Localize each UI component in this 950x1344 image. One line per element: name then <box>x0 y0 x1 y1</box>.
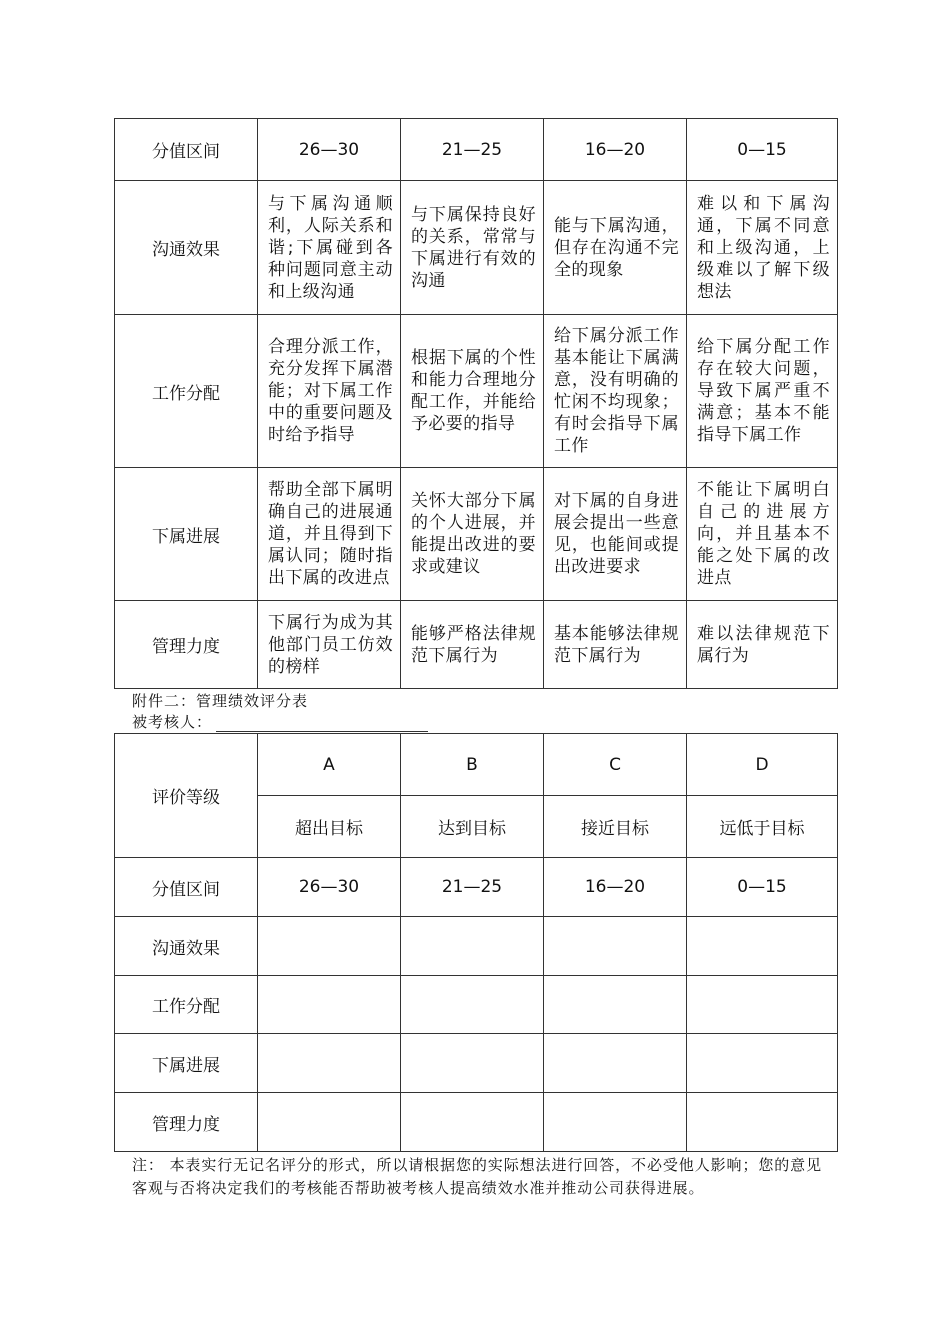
row-label: 工作分配 <box>115 315 258 468</box>
score-cell[interactable] <box>258 976 401 1034</box>
range-label: 分值区间 <box>115 858 258 917</box>
criteria-row-communication <box>115 181 838 315</box>
criteria-cell: 基本能够法律规范下属行为 <box>544 601 687 689</box>
score-row-management <box>115 1093 838 1152</box>
assessee-label: 被考核人： <box>132 713 213 731</box>
criteria-cell: 不能让下属明白自己的进展方向，并且基本不能之处下属的改进点 <box>687 468 838 601</box>
score-cell[interactable] <box>687 1034 838 1093</box>
criteria-cell: 能够严格法律规范下属行为 <box>401 601 544 689</box>
row-label: 沟通效果 <box>115 917 258 976</box>
score-row-development <box>115 1034 838 1093</box>
grade-description: 超出目标 <box>258 796 401 858</box>
score-row-communication <box>115 917 838 976</box>
criteria-row-development <box>115 468 838 601</box>
score-range: 16—20 <box>544 858 687 917</box>
score-row-work-assignment <box>115 976 838 1034</box>
criteria-cell: 根据下属的个性和能力合理地分配工作，并能给予必要的指导 <box>401 315 544 468</box>
range-header-label: 分值区间 <box>115 119 258 181</box>
criteria-cell: 与下属沟通顺利，人际关系和谐;下属碰到各种问题同意主动和上级沟通 <box>258 181 401 315</box>
criteria-cell: 关怀大部分下属的个人进展，并能提出改进的要求或建议 <box>401 468 544 601</box>
row-label: 管理力度 <box>115 1093 258 1152</box>
score-cell[interactable] <box>687 917 838 976</box>
score-range: 26—30 <box>258 858 401 917</box>
assessee-input-line <box>216 731 428 732</box>
note-text: 注： 本表实行无记名评分的形式，所以请根据您的实际想法进行回答，不必受他人影响；您的意见客观与否将决定我们的考核能否帮助被考核人提高绩效水准并推动公司获得进展。 <box>132 1156 822 1197</box>
criteria-cell: 与下属保持良好的关系，常常与下属进行有效的沟通 <box>401 181 544 315</box>
range-header-c: 16—20 <box>544 119 687 181</box>
score-cell[interactable] <box>258 1093 401 1152</box>
row-label: 沟通效果 <box>115 181 258 315</box>
grade-description: 达到目标 <box>401 796 544 858</box>
criteria-cell: 难以法律规范下属行为 <box>687 601 838 689</box>
row-label: 工作分配 <box>115 976 258 1034</box>
grade-d: D <box>687 734 838 796</box>
grade-description: 接近目标 <box>544 796 687 858</box>
score-cell[interactable] <box>544 917 687 976</box>
appendix-title: 附件二：管理绩效评分表 <box>132 692 309 710</box>
grade-row <box>115 734 838 796</box>
range-header-a: 26—30 <box>258 119 401 181</box>
score-cell[interactable] <box>544 1093 687 1152</box>
row-label: 下属进展 <box>115 1034 258 1093</box>
criteria-cell: 帮助全部下属明确自己的进展通道，并且得到下属认同；随时指出下属的改进点 <box>258 468 401 601</box>
criteria-cell: 能与下属沟通，但存在沟通不完全的现象 <box>544 181 687 315</box>
grade-label: 评价等级 <box>115 734 258 858</box>
score-cell[interactable] <box>687 976 838 1034</box>
range-header-b: 21—25 <box>401 119 544 181</box>
criteria-cell: 合理分派工作，充分发挥下属潜能；对下属工作中的重要问题及时给予指导 <box>258 315 401 468</box>
criteria-row-management <box>115 601 838 689</box>
criteria-cell: 难以和下属沟通，下属不同意和上级沟通，上级难以了解下级想法 <box>687 181 838 315</box>
grade-description: 远低于目标 <box>687 796 838 858</box>
score-cell[interactable] <box>544 1034 687 1093</box>
score-cell[interactable] <box>544 976 687 1034</box>
score-cell[interactable] <box>687 1093 838 1152</box>
criteria-row-work-assignment <box>115 315 838 468</box>
score-range-row <box>115 858 838 917</box>
range-header-d: 0—15 <box>687 119 838 181</box>
score-table <box>114 733 838 1152</box>
score-range: 21—25 <box>401 858 544 917</box>
row-label: 下属进展 <box>115 468 258 601</box>
grade-b: B <box>401 734 544 796</box>
score-cell[interactable] <box>258 917 401 976</box>
criteria-cell: 下属行为成为其他部门员工仿效的榜样 <box>258 601 401 689</box>
grade-a: A <box>258 734 401 796</box>
criteria-cell: 给下属分配工作存在较大问题，导致下属严重不满意；基本不能指导下属工作 <box>687 315 838 468</box>
criteria-header-row <box>115 119 838 181</box>
score-cell[interactable] <box>401 1093 544 1152</box>
score-cell[interactable] <box>258 1034 401 1093</box>
criteria-cell: 给下属分派工作基本能让下属满意，没有明确的忙闲不均现象；有时会指导下属工作 <box>544 315 687 468</box>
score-cell[interactable] <box>401 976 544 1034</box>
grade-c: C <box>544 734 687 796</box>
criteria-table <box>114 118 838 689</box>
score-cell[interactable] <box>401 917 544 976</box>
score-range: 0—15 <box>687 858 838 917</box>
row-label: 管理力度 <box>115 601 258 689</box>
score-cell[interactable] <box>401 1034 544 1093</box>
criteria-cell: 对下属的自身进展会提出一些意见，也能间或提出改进要求 <box>544 468 687 601</box>
